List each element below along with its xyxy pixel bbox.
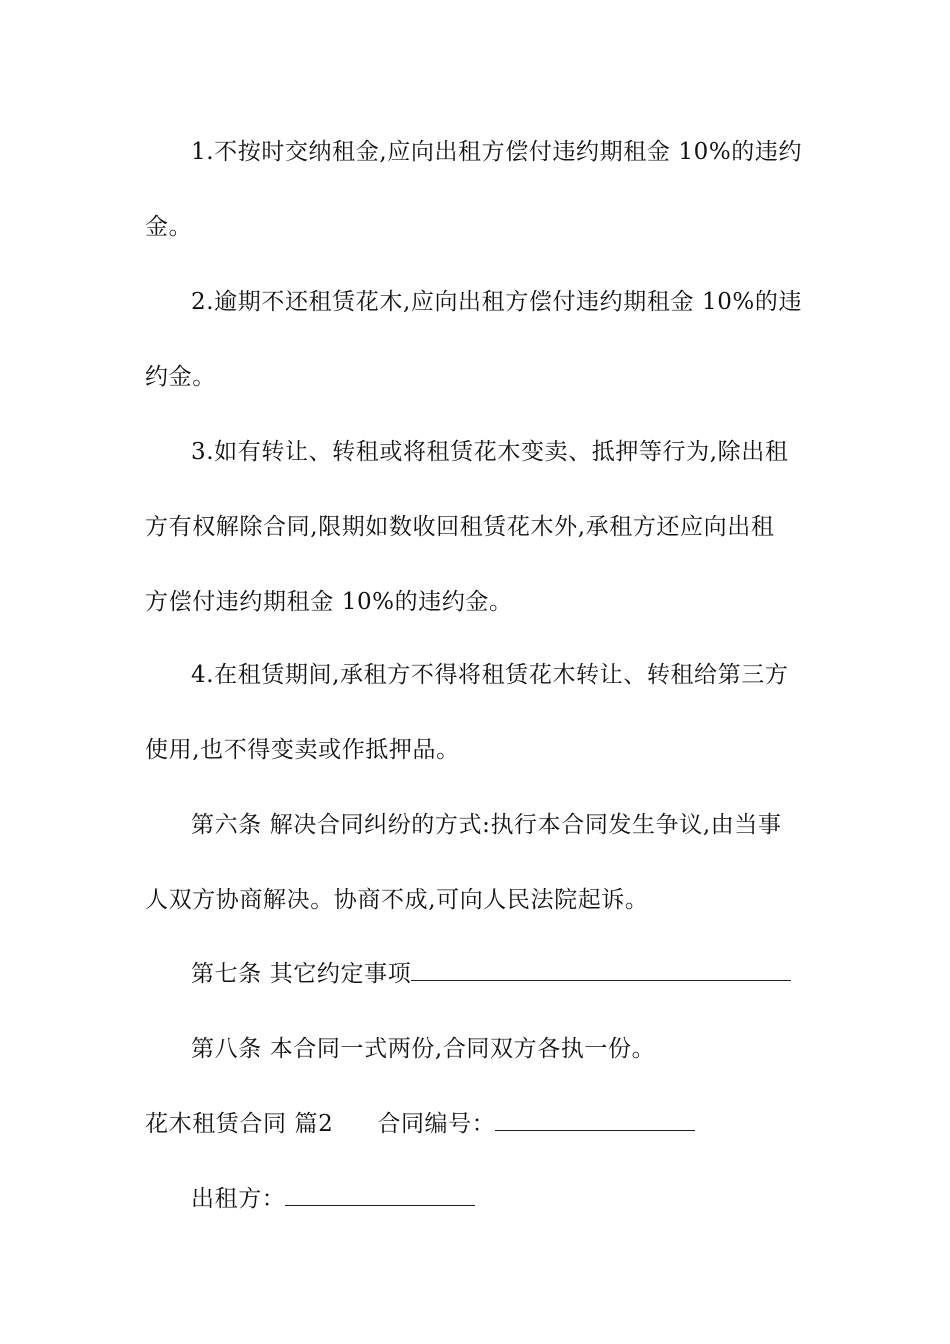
clause-3-line-1: 3.如有转让、转租或将租赁花木变卖、抵押等行为,除出租 xyxy=(191,439,789,465)
lessor-blank[interactable] xyxy=(285,1183,475,1206)
clause-3-line-3: 方偿付违约期租金 10%的违约金。 xyxy=(145,589,513,615)
clause-4-line-2: 使用,也不得变卖或作抵押品。 xyxy=(145,737,460,763)
contract-header-line xyxy=(145,1108,810,1140)
clause-1-line-2: 金。 xyxy=(145,214,193,240)
lessor-line xyxy=(191,1183,856,1215)
clause-1-line-1: 1.不按时交纳租金,应向出租方偿付违约期租金 10%的违约 xyxy=(191,139,803,165)
clause-2-line-2: 约金。 xyxy=(145,364,216,390)
section-title: 花木租赁合同 篇2 xyxy=(145,1111,334,1137)
contract-number-blank[interactable] xyxy=(495,1108,695,1131)
lessor-label: 出租方： xyxy=(191,1186,286,1212)
clause-4-line-1: 4.在租赁期间,承租方不得将租赁花木转让、转租给第三方 xyxy=(191,662,789,688)
clause-3-line-2: 方有权解除合同,限期如数收回租赁花木外,承租方还应向出租 xyxy=(145,514,775,540)
contract-number-label: 合同编号： xyxy=(377,1111,496,1137)
article-6-line-2: 人双方协商解决。协商不成,可向人民法院起诉。 xyxy=(145,887,649,913)
clause-2-line-1: 2.逾期不还租赁花木,应向出租方偿付违约期租金 10%的违 xyxy=(191,289,803,315)
article-7-text: 第七条 其它约定事项 xyxy=(191,961,412,987)
other-terms-blank[interactable] xyxy=(411,958,791,981)
article-8-line: 第八条 本合同一式两份,合同双方各执一份。 xyxy=(191,1036,656,1062)
article-6-line-1: 第六条 解决合同纠纷的方式:执行本合同发生争议,由当事 xyxy=(191,812,782,838)
article-7-line xyxy=(191,958,856,990)
